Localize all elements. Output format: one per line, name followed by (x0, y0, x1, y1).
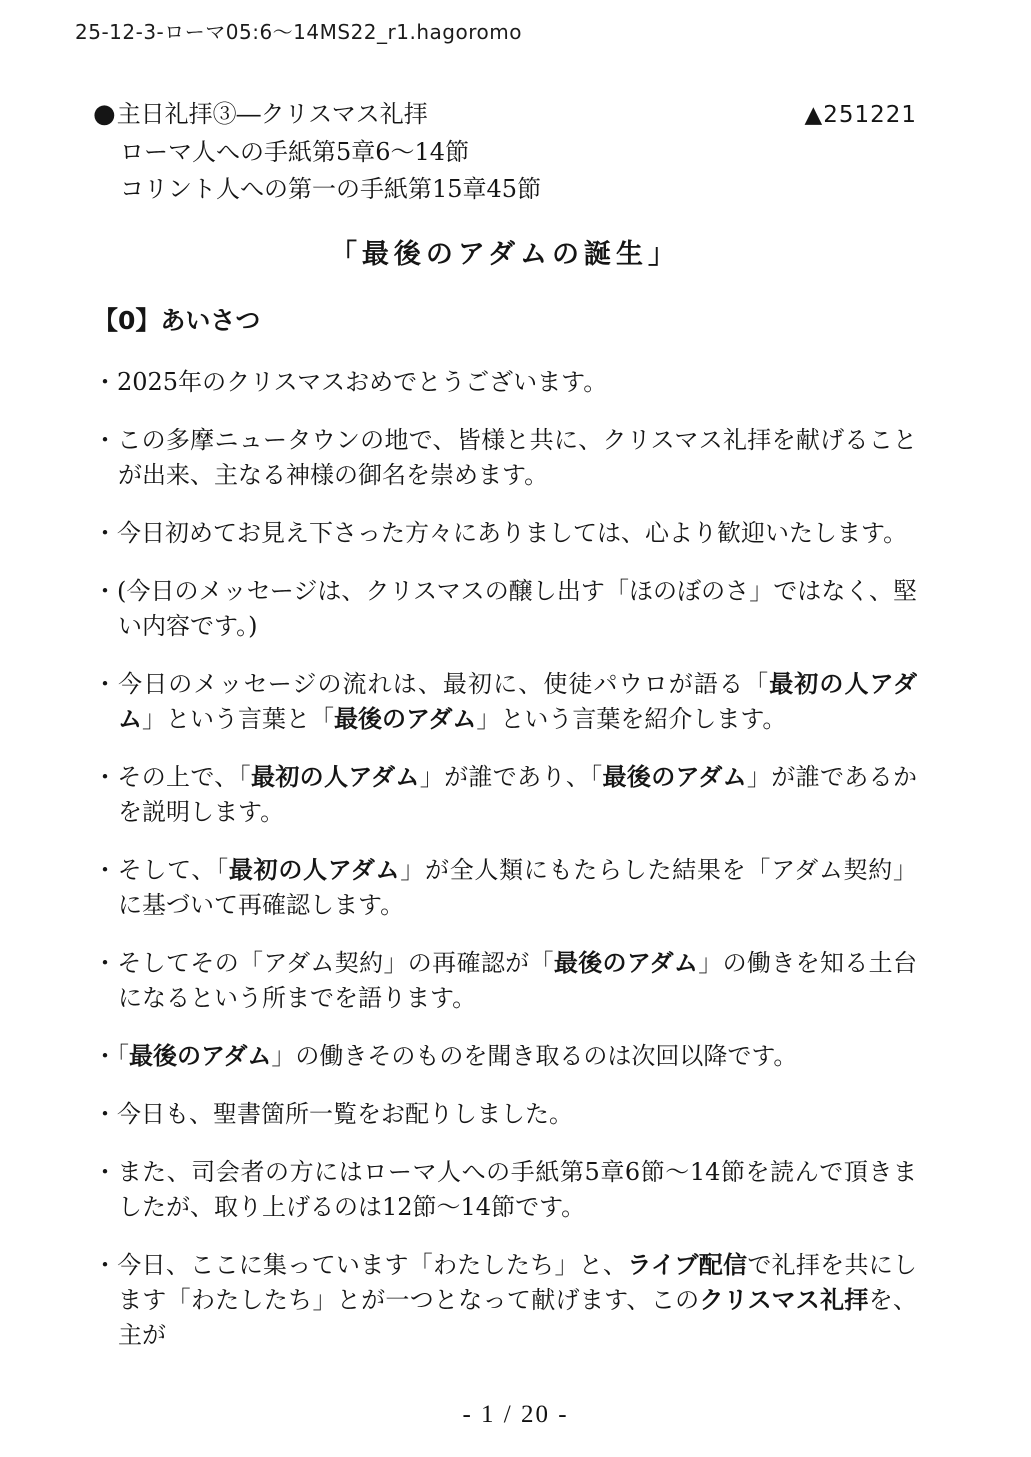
bullet-text-bold: 最初の人アダム (118, 670, 918, 733)
service-title-line (93, 96, 428, 133)
bullet-text-bold: 最後のアダム (602, 763, 747, 791)
bullet-text: 今日も、聖書箇所一覧をお配りしました。 (117, 1100, 573, 1128)
bullet-text-bold: 最後のアダム (334, 705, 477, 733)
bullet-item (93, 365, 917, 400)
bullet-text: そして、「 (117, 856, 229, 884)
bullet-item (93, 516, 917, 551)
sermon-title: 「最後のアダムの誕生」 (329, 239, 681, 270)
bullet-item (93, 423, 917, 493)
page-number: - 1 / 20 - (462, 1401, 569, 1428)
bullet-mark: ・ (93, 670, 119, 698)
bullet-text-bold: ライブ配信 (627, 1251, 748, 1279)
bullet-text: で礼拝を共にします「わたしたち」とが一つとなって献げます、この (118, 1251, 918, 1314)
bullet-mark: ・ (93, 949, 118, 977)
bullet-list (93, 365, 917, 1353)
bullet-item (93, 1039, 917, 1074)
bullet-mark: ・ (93, 426, 118, 454)
bullet-text: 」が全人類にもたらした結果を「アダム契約」に基づいて再確認します。 (118, 856, 918, 919)
bullet-text: 」という言葉と「 (142, 705, 334, 733)
bullet-text: 今日のメッセージの流れは、最初に、使徒パウロが語る「 (118, 670, 770, 698)
bullet-item (93, 1248, 917, 1353)
bullet-item (93, 760, 917, 830)
bullet-mark: ・ (93, 1251, 118, 1279)
bullet-item (93, 574, 917, 644)
bullet-mark: ・ (93, 856, 118, 884)
bullet-text: この多摩ニュータウンの地で、皆様と共に、クリスマス礼拝を献げることが出来、主なる神様の御名を崇めます。 (117, 426, 918, 489)
bullet-mark: ・ (93, 577, 118, 605)
bullet-text: 」の働きそのものを聞き取るのは次回以降です。 (271, 1042, 798, 1070)
bullet-mark: ・ (93, 763, 118, 791)
bullet-text: 」が誰であるかを説明します。 (118, 763, 918, 826)
bullet-item (93, 1097, 917, 1132)
bullet-text-bold: 最後のアダム (129, 1042, 272, 1070)
bullet-text-bold: クリスマス礼拝 (699, 1286, 869, 1314)
black-circle-marker: ● (93, 99, 116, 129)
bullet-text: 今日、ここに集っています「わたしたち」と、 (117, 1251, 628, 1279)
bullet-text-bold: 最後のアダム (553, 949, 699, 977)
bullet-text: を、主が (118, 1286, 917, 1349)
document-body (93, 96, 917, 1353)
bullet-item (93, 946, 917, 1016)
document-filename: 25-12-3-ローマ05:6〜14MS22_r1.hagoromo (75, 20, 522, 44)
bullet-mark: ・ (93, 368, 117, 396)
bullet-mark: ・ (93, 1100, 117, 1128)
bullet-item (93, 853, 917, 923)
bullet-text-bold: 最初の人アダム (228, 856, 401, 884)
bullet-text: 」が誰であり、「 (419, 763, 603, 791)
bullet-text: (今日のメッセージは、クリスマスの醸し出す「ほのぼのさ」ではなく、堅い内容です。) (117, 577, 917, 640)
scripture-reference-1: ローマ人への手紙第5章6〜14節 (120, 138, 470, 166)
bullet-text: 」という言葉を紹介します。 (476, 705, 787, 733)
scripture-reference-2: コリント人への第一の手紙第15章45節 (120, 175, 542, 203)
bullet-item (93, 1155, 917, 1225)
bullet-text: 2025年のクリスマスおめでとうございます。 (117, 368, 608, 396)
bullet-text: 今日初めてお見え下さった方々にありましては、心より歓迎いたします。 (117, 519, 908, 547)
worship-header-row (93, 96, 917, 134)
bullet-mark: ・ (93, 1042, 117, 1070)
bullet-text: 「 (117, 1042, 129, 1070)
bullet-text-bold: 最初の人アダム (250, 763, 420, 791)
bullet-mark: ・ (93, 1158, 118, 1186)
bullet-text: その上で、「 (117, 763, 251, 791)
bullet-text: 」の働きを知る土台になるという所までを語ります。 (118, 949, 917, 1012)
section-heading: 【0】あいさつ (93, 306, 261, 335)
bullet-item (93, 667, 917, 737)
date-code: ▲251221 (804, 102, 917, 128)
bullet-text: そしてその「アダム契約」の再確認が「 (117, 949, 554, 977)
service-title: 主日礼拝③―クリスマス礼拝 (116, 100, 428, 128)
bullet-mark: ・ (93, 519, 117, 547)
bullet-text: また、司会者の方にはローマ人への手紙第5章6節〜14節を読んで頂きましたが、取り上げるのは12節〜14節です。 (117, 1158, 918, 1221)
